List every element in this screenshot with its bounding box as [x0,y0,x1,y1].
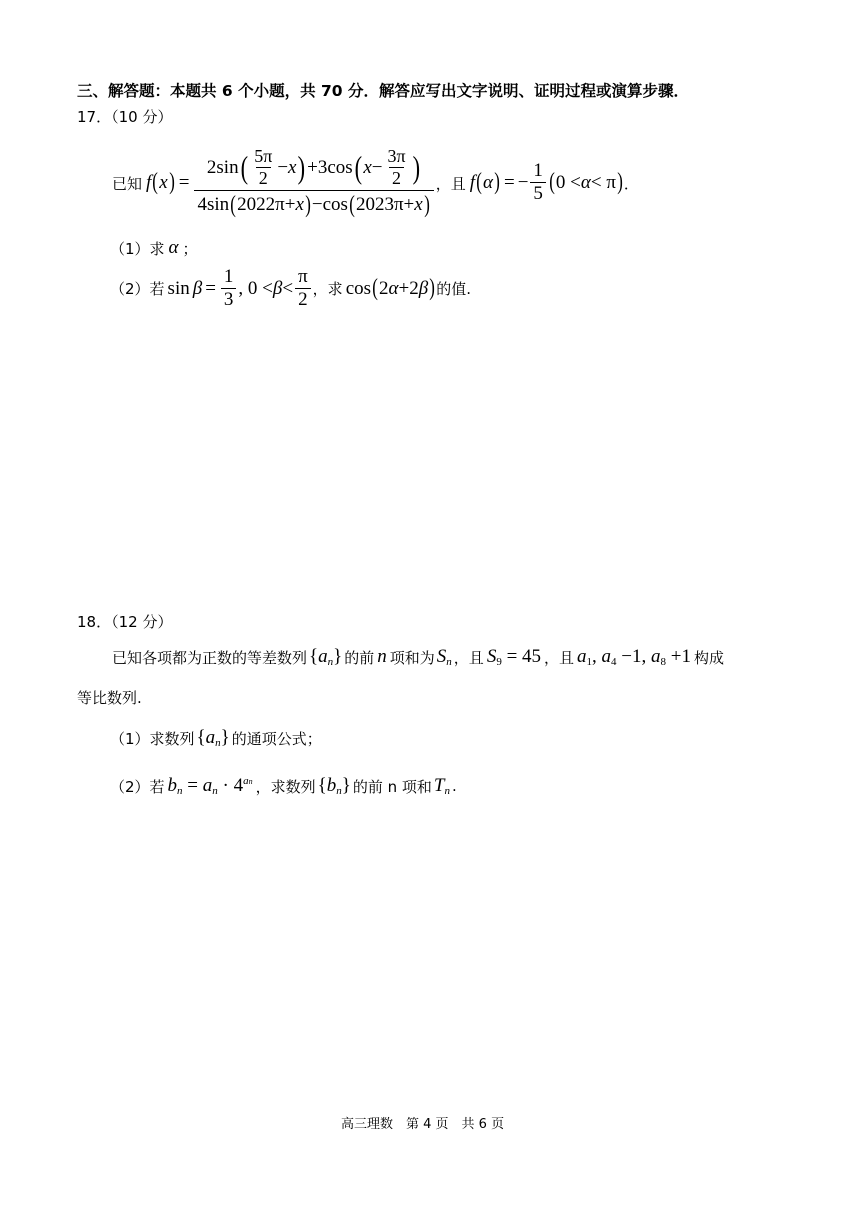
q18-part1-label: （1）求数列 [110,729,195,748]
q18-line1-d: ，且 [453,648,484,667]
q18-line1-e: ，且 [544,648,575,667]
q18-part2-mid: ，求数列 [255,777,316,796]
q17-part1-alpha: α [168,237,179,258]
page-footer: 高三理数 第 4 页 共 6 页 [341,1117,505,1132]
q18-statement-line2: 等比数列. [77,689,142,707]
section-header: 三、解答题：本题共 6 个小题，共 70 分．解答应写出文字说明、证明过程或演算步骤． [77,82,689,100]
q17-part2-label: （2）若 [110,280,165,299]
q18-statement-line1: 已知各项都为正数的等差数列 $\{a_n\}$ 的前 n 项和为 $S_n$ ，且 $S_9 = 45$ ，且 $a_1$, $a_4 -1$, $a_8 +1$ 构成 [112,646,724,668]
q18-part2-label: （2）若 [110,777,165,796]
q17-sep: ，且 [435,174,466,193]
q17-function-definition: f ( x ) = 2sin ( $\frac{5\pi}{2}$ − x ) +3cos ( x − $\frac{3\pi}{2}$ ) 4sin(2022π+x)−cos(2023π+x) [142,146,436,219]
q18-line1-b: 的前 [344,648,375,667]
q17-part1 [110,237,198,259]
q17-part2-end: 的值. [436,280,471,299]
q17-part1-end: ； [182,239,198,258]
q18-line1-a: 已知各项都为正数的等差数列 [112,648,308,667]
q18-line1-c: 项和为 [389,648,435,667]
q18-title: 18．（12 分） [77,613,173,631]
q18-part1: （1）求数列 $\{a_n\}$ 的通项公式； [110,727,322,749]
q17-part1-label: （1）求 [110,239,165,258]
q17-part2-mid: ，求 [312,280,343,299]
q18-part2-mid2: 的前 n 项和 [352,777,432,796]
q18-part2-end: . [451,777,457,795]
q17-part2-target: cos ( 2 α +2 β ) [345,275,435,302]
q17-part2 [110,266,471,312]
q18-part2: （2）若 $b_n = a_n \cdot 4^{an}$ ，求数列 $\{b_n\}$ 的前 n 项和 $T_n$ . [110,775,457,797]
q17-intro: 已知 [112,174,143,193]
q17-statement [112,138,639,228]
q17-part2-condition: sin β = $\frac{1}{3}$ , 0 < β < $\frac{\pi}{2}$ [168,266,313,312]
q17-condition: f ( α ) = − $\frac{1}{5}$ ( 0 < α < π ) [469,160,623,205]
q17-end: ． [623,174,639,193]
q18-part1-end: 的通项公式； [231,729,322,748]
q17-title: 17．（10 分） [77,108,173,126]
q18-line1-f: 构成 [693,648,724,667]
